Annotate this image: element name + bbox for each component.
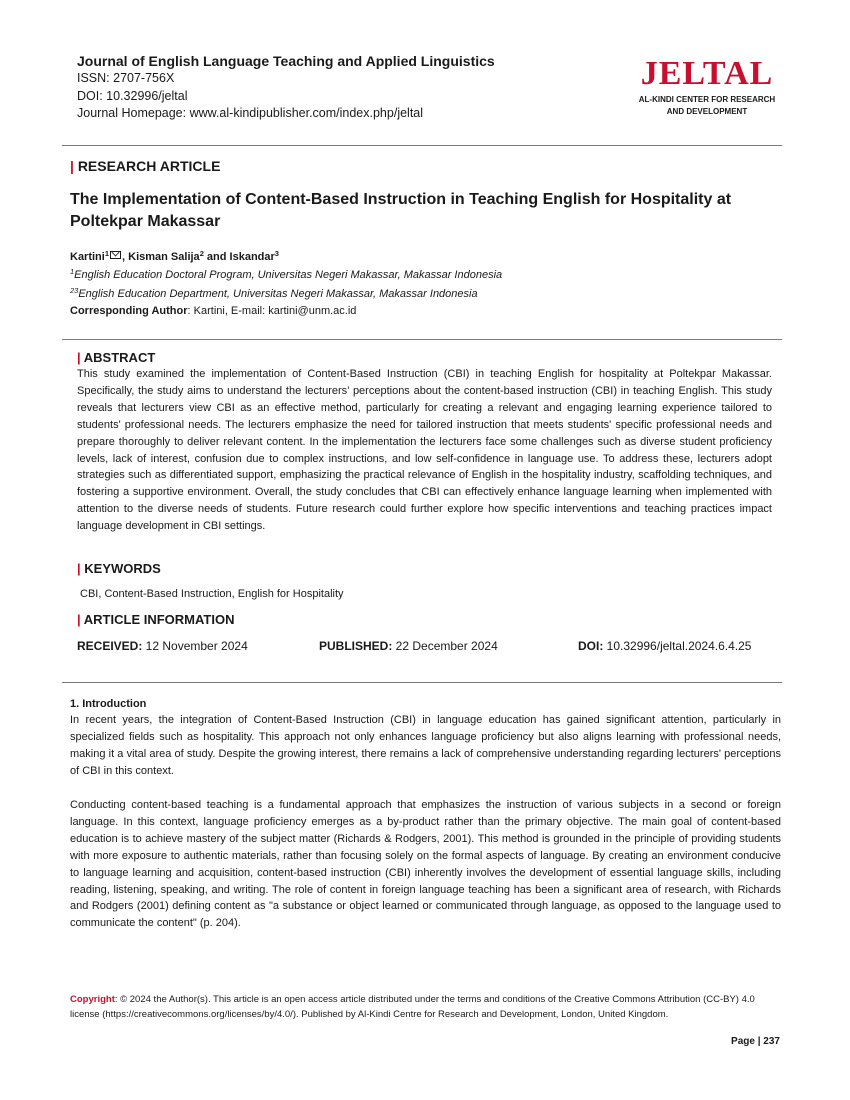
introduction-paragraph-2: Conducting content-based teaching is a fundamental approach that emphasizes the instruction of various subjects in a second or foreign language. In this context, language proficiency emerges as a by-product rather than the primary objective. The main goal of content-based education is to achieve mastery of the subject matter (Richards & Rodgers, 2001). This method is grounded in the principle of providing students with more exposure to authentic materials, rather than focusing solely on the formal aspects of language. By creating an environment conducive to language learning and acquisition, content-based instruction (CBI) inherently involves the development of essential language skills, including reading, listening, speaking, and writing. The role of content in foreign language teaching has been a significant area of research, with Richards and Rodgers (2001) defining content as "a substance or object learned or communicated through language, as opposed to the language used to communicate the content" (p. 204). — [70, 799, 781, 930]
keywords-heading-label: KEYWORDS — [84, 561, 161, 576]
paper-title: The Implementation of Content-Based Instruction in Teaching English for Hospitality at Poltekpar Makassar — [70, 191, 732, 230]
journal-doi: DOI: 10.32996/jeltal — [77, 88, 188, 103]
logo-text: JELTAL — [640, 55, 774, 92]
corresponding-author — [70, 304, 356, 318]
abstract-heading — [77, 350, 155, 366]
abstract-heading-label: ABSTRACT — [83, 350, 156, 365]
author-separator: and — [203, 251, 230, 263]
author-separator: , — [122, 251, 129, 263]
abstract-top-divider — [62, 339, 782, 340]
affiliation-1-marker: 1 — [70, 267, 75, 276]
header-divider — [62, 145, 782, 146]
journal-title: Journal of English Language Teaching and Applied Linguistics — [77, 53, 495, 69]
page-number: Page | 237 — [731, 1036, 780, 1047]
author-2-affiliation: 2 — [199, 249, 204, 258]
section-bar-icon: | — [77, 612, 81, 627]
doi-value[interactable]: 10.32996/jeltal.2024.6.4.25 — [603, 639, 752, 653]
journal-header — [77, 52, 597, 123]
author-2: Kisman Salija — [128, 251, 200, 263]
copyright-text: : © 2024 the Author(s). This article is an open access article distributed under the terms and conditions of the Creative Commons Attribution (CC-BY) 4.0 license (https://creativecommons.org/licenses/by/4.0/). Published by Al-Kindi Centre for Research and Development, London, United Kingdom. — [70, 994, 755, 1020]
introduction-heading: 1. Introduction — [70, 698, 147, 710]
section-bar-icon: | — [77, 350, 81, 365]
body-divider — [62, 682, 782, 683]
logo-subtitle-line1: AL-KINDI CENTER FOR RESEARCH — [638, 95, 776, 104]
affiliation-2 — [70, 287, 478, 301]
article-info-heading — [77, 612, 234, 628]
affiliation-2-text: English Education Department, Universitas Negeri Makassar, Makassar Indonesia — [78, 288, 478, 300]
keywords-text: CBI, Content-Based Instruction, English for Hospitality — [80, 588, 344, 600]
section-bar-icon: | — [77, 561, 81, 576]
received-date — [77, 639, 248, 654]
affiliation-2-marker: 23 — [70, 286, 79, 295]
doi-label: DOI: — [578, 639, 604, 653]
received-label: RECEIVED: — [77, 639, 143, 653]
article-type-label: RESEARCH ARTICLE — [77, 158, 221, 174]
published-date — [319, 639, 498, 654]
author-list — [70, 250, 279, 264]
keywords-heading — [77, 561, 161, 577]
journal-issn: ISSN: 2707-756X — [77, 71, 175, 85]
abstract-text: This study examined the implementation of Content-Based Instruction (CBI) in teaching English for hospitality at Poltekpar Makassar. Specifically, the study aims to understand the lecturers’ perceptions about the content-based instruction (CBI) in teaching English. This study reveals that lecturers view CBI as an effective method, particularly for creating a relevant and engaging learning experience tailored to students' professional needs. The lecturers emphasize the need for tailored instruction that meets students' specific professional needs and prepare thoroughly to deliver relevant content. In the implementation the lecturers face some challenges such as diverse student proficiency levels, lack of interest, confusion due to complex instructions, and low self-confidence in language use. To address these, lecturers adopt strategies such as differentiated support, emphasizing the practical relevance of English in the hospitality industry, scaffolding techniques, and fostering a supportive environment. Overall, the study concludes that CBI can effectively enhance language learning when implemented with attention to the diverse needs of students. Future research could further explore how specific interventions and teaching practices impact language development in CBI settings. — [77, 368, 772, 533]
article-info-heading-label: ARTICLE INFORMATION — [83, 612, 235, 627]
published-value: 22 December 2024 — [392, 639, 498, 653]
author-3: Iskandar — [229, 251, 275, 263]
author-1-affiliation: 1 — [104, 249, 110, 258]
copyright-label: Copyright — [70, 994, 115, 1005]
journal-logo — [622, 56, 792, 118]
journal-homepage[interactable]: Journal Homepage: www.al-kindipublisher.com/index.php/jeltal — [77, 106, 424, 120]
affiliation-1-text: English Education Doctoral Program, Universitas Negeri Makassar, Makassar Indonesia — [74, 269, 503, 281]
article-type — [70, 158, 220, 174]
corresponding-author-label: Corresponding Author — [70, 305, 188, 317]
introduction-paragraph-1: In recent years, the integration of Content-Based Instruction (CBI) in language education has gained significant attention, particularly in specialized fields such as hospitality. This approach not only enhances language proficiency but also aligns learning with professional needs, making it a vital area of study. Despite the growing interest, there remains a lack of comprehensive understanding regarding lecturers' perceptions of CBI in this context. — [70, 714, 781, 777]
affiliation-1 — [70, 268, 502, 282]
author-3-affiliation: 3 — [274, 249, 279, 258]
logo-subtitle-line2: AND DEVELOPMENT — [666, 107, 748, 116]
author-1: Kartini — [70, 251, 105, 263]
published-label: PUBLISHED: — [319, 639, 393, 653]
received-value: 12 November 2024 — [142, 639, 248, 653]
article-doi — [578, 639, 751, 654]
copyright-notice — [70, 992, 781, 1022]
corresponding-author-text[interactable]: : Kartini, E-mail: kartini@unm.ac.id — [187, 305, 357, 317]
section-bar-icon: | — [70, 158, 74, 174]
envelope-icon[interactable] — [110, 251, 121, 259]
